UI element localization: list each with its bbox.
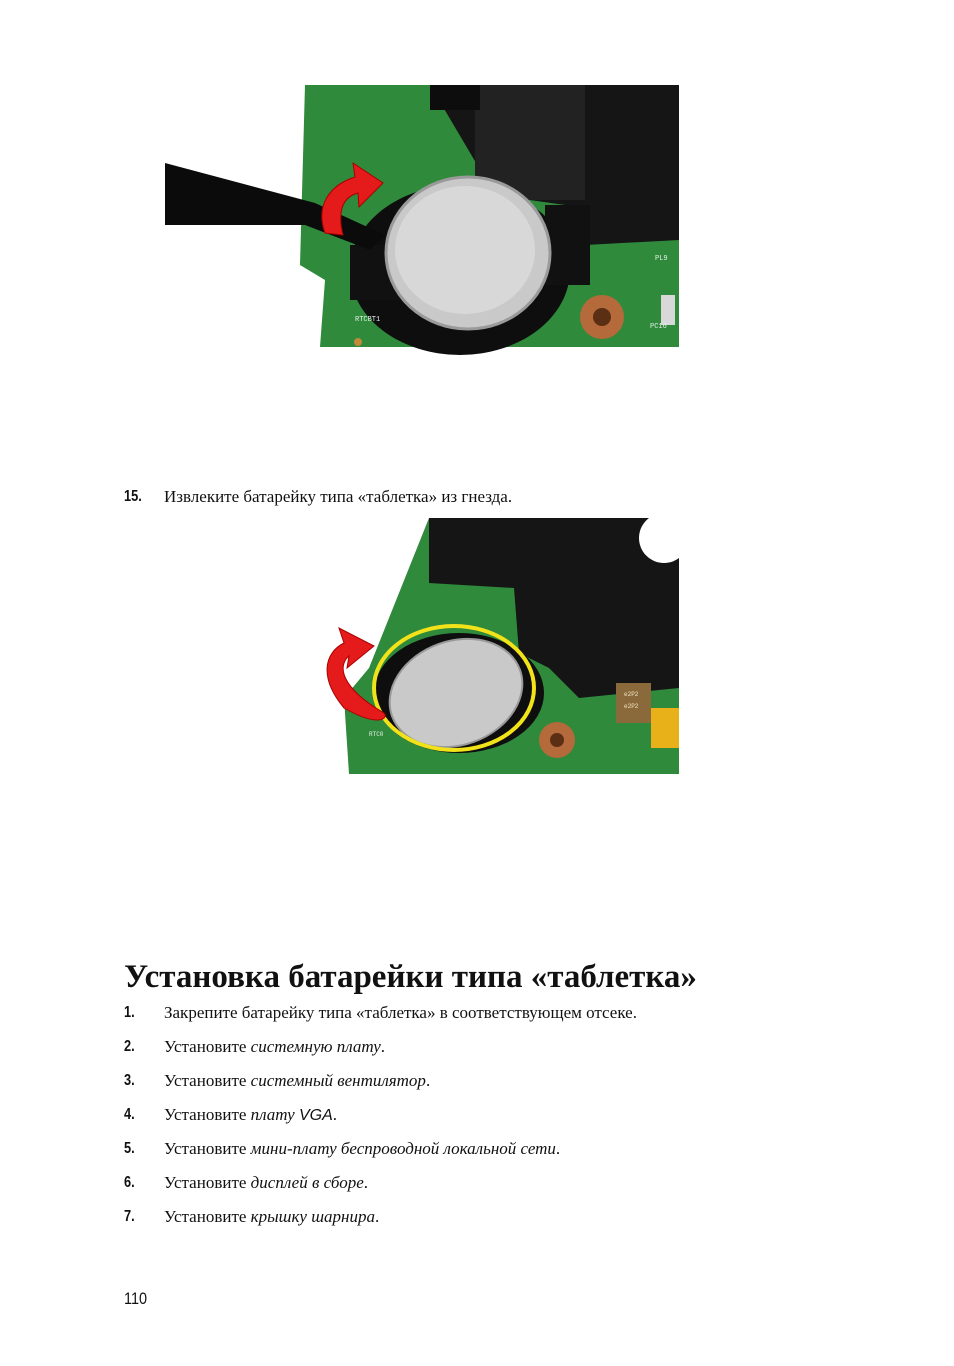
step-suffix: .	[425, 1071, 431, 1090]
step-suffix: .	[380, 1037, 385, 1056]
step-number: 2.	[124, 1038, 135, 1055]
board-label: RTCBT1	[355, 316, 381, 324]
step-prefix: Установите	[164, 1105, 251, 1124]
step-text	[164, 1105, 337, 1126]
step-text	[164, 1173, 368, 1193]
step-link[interactable]: системную плату	[250, 1037, 381, 1056]
step-number: 5.	[124, 1140, 135, 1157]
step-suffix: .	[363, 1173, 369, 1192]
board-label: PL9	[655, 255, 668, 263]
step-number: 1.	[124, 1004, 135, 1021]
board-label: e2P2	[624, 691, 639, 698]
board-label: RTC0	[369, 731, 384, 738]
step-prefix: Установите	[164, 1139, 251, 1158]
step-prefix: Установите	[164, 1071, 251, 1090]
battery-removal-photo	[319, 518, 679, 774]
step-suffix: .	[555, 1139, 561, 1158]
board-label: e2P2	[624, 703, 639, 710]
step-link-abbr[interactable]: VGA	[298, 1107, 333, 1124]
step-prefix: Установите	[164, 1207, 251, 1226]
step-link[interactable]: системный вентилятор	[250, 1071, 426, 1090]
step-prefix: Установите	[164, 1037, 251, 1056]
battery-pry-photo	[165, 85, 679, 384]
step-number: 7.	[124, 1208, 135, 1225]
step-link[interactable]: плату	[250, 1105, 299, 1124]
step-link[interactable]: крышку шарнира	[250, 1207, 375, 1226]
step-suffix: .	[332, 1105, 337, 1124]
section-title: Установка батарейки типа «таблетка»	[124, 959, 697, 996]
step-number: 6.	[124, 1174, 135, 1191]
step-text	[164, 1139, 560, 1159]
step-text: Извлеките батарейку типа «таблетка» из гнезда.	[164, 487, 513, 506]
step-text	[164, 1037, 385, 1057]
step-number: 4.	[124, 1106, 135, 1123]
step-text	[164, 1071, 430, 1091]
step-link[interactable]: дисплей в сборе	[250, 1173, 364, 1192]
step-prefix: Закрепите батарейку типа «таблетка» в соответствующем отсеке.	[164, 1003, 637, 1022]
step-prefix: Установите	[164, 1173, 251, 1192]
step-text	[164, 1003, 637, 1023]
board-label: PC16	[650, 323, 667, 331]
step-number: 3.	[124, 1072, 135, 1089]
page-number: 110	[124, 1289, 148, 1308]
step-number: 15.	[124, 488, 142, 505]
step-suffix: .	[374, 1207, 380, 1226]
step-text	[164, 1207, 379, 1227]
step-link[interactable]: мини-плату беспроводной локальной сети	[250, 1139, 556, 1158]
